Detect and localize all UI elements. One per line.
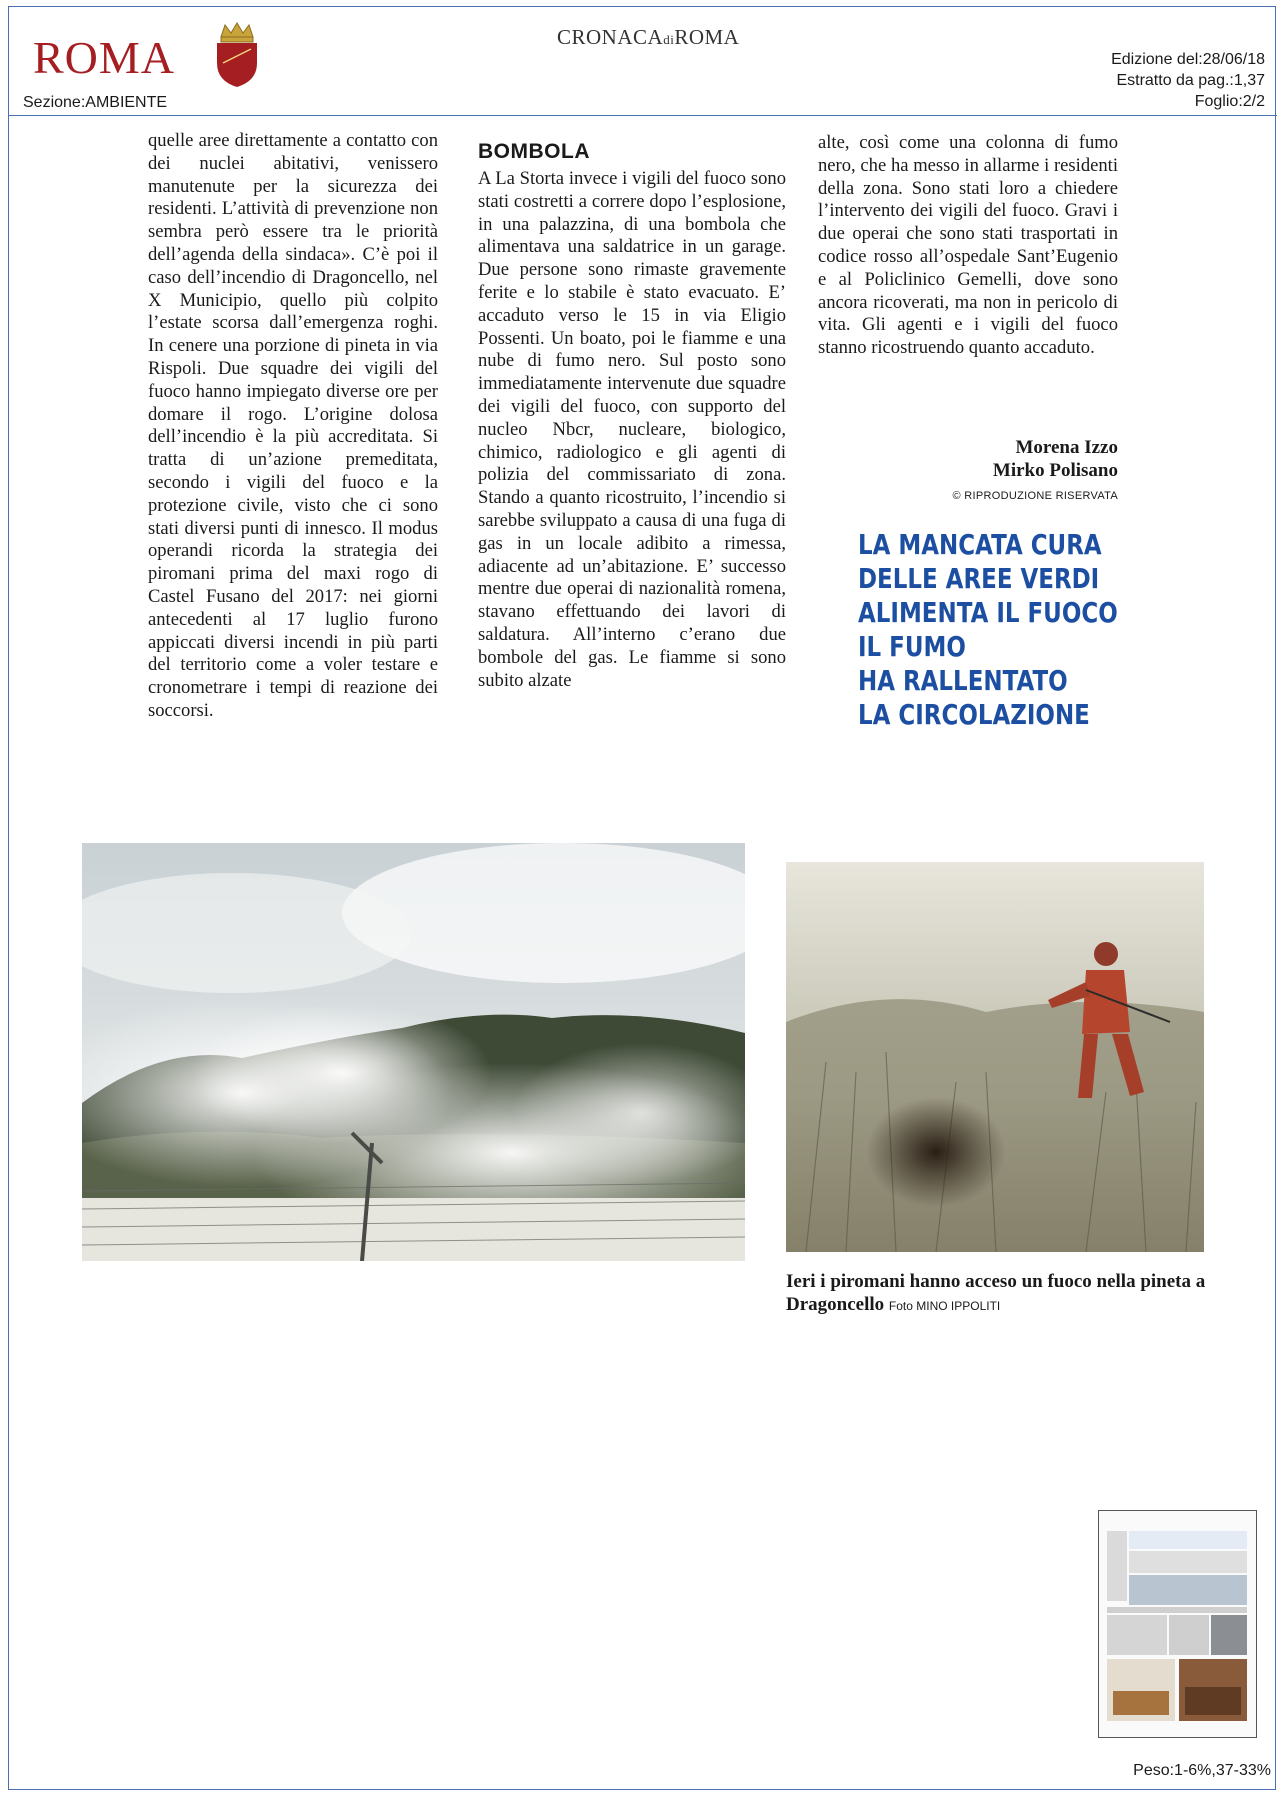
page-thumbnail (1098, 1510, 1257, 1738)
article-byline (818, 436, 1118, 482)
author-name: Morena Izzo (1015, 437, 1118, 458)
pull-quote-line: LA MANCATA CURA (858, 528, 1102, 561)
author-name: Mirko Polisano (992, 460, 1118, 481)
article-text-col2: A La Storta invece i vigili del fuoco sono stati costretti a correre dopo l’esplosione, in una palazzina, di una bombola che alimentava una saldatrice in un garage. Due persone sono rimaste gravemente ferite e lo stabile è stato evacuato. E’ accaduto verso le 15 in via Eligio Possenti. Un boato, poi le fiamme e una nube di fumo nero. Sul posto sono immediatamente intervenute due squadre dei vigili del fuoco, con supporto del nucleo Nbcr, nucleare, biologico, chimico, radiologico e gli agenti di polizia del commissariato di zona. Stando a quanto ricostruito, l’incendio si sarebbe sviluppato a causa di una fuga di gas in un locale adibito a rimessa, adiacente ad un’abitazione. E’ successo mentre due operai di nazionalità romena, stavano effettuando dei lavori di saldatura. All’interno c’erano due bombole del gas. Le fiamme si sono subito alzate (478, 168, 786, 691)
smoke-over-pinewood-photo (82, 843, 745, 1261)
article-subheading: BOMBOLA (478, 140, 590, 163)
pull-quote-line: ALIMENTA IL FUOCO (858, 596, 1118, 629)
copyright-notice: © RIPRODUZIONE RISERVATA (952, 490, 1118, 502)
article-text-col1: quelle aree direttamente a contatto con dei nuclei abitativi, venissero manutenute per la sicurezza dei residenti. L’attività di prevenzione non sembra però essere tra le priorità dell’agenda della sindaca». C’è poi il caso dell’incendio di Dragoncello, nel X Municipio, quello più colpito l’estate scorsa dall’emergenza roghi. In cenere una porzione di pineta in via Rispoli. Due squadre dei vigili del fuoco hanno impiegato diverse ore per domare il rogo. L’origine dolosa dell’incendio è la più accreditata. Si tratta di un’azione premeditata, secondo i vigili del fuoco e la protezione civile, visto che ci sono stati diversi punti di innesco. Il modus operandi ricorda la strategia dei piromani prima del maxi rogo di Castel Fusano del 2017: nei giorni antecedenti al 17 luglio furono appiccati diversi incendi in più parti del territorio come a voler testare e cronometrare i tempi di reazione dei soccorsi. (148, 130, 438, 721)
weight-info: Peso:1-6%,37-33% (1133, 1762, 1271, 1779)
spqr-crest-icon (209, 19, 265, 89)
pull-quote-line: IL FUMO (858, 630, 966, 663)
pull-quote-line: LA CIRCOLAZIONE (858, 698, 1090, 731)
photo-credit: Foto MINO IPPOLITI (888, 1299, 1001, 1313)
edition-date: Edizione del:28/06/18 (1111, 51, 1265, 68)
roma-logo-text: ROMA (33, 32, 176, 83)
article-text-col3: alte, così come una colonna di fumo nero, che ha messo in allarme i residenti della zona. Sono stati loro a chiedere l’intervento dei vigili del fuoco. Gravi i due operai che sono stati trasportati in codice rosso all’ospedale Sant’Eugenio e al Policlinico Gemelli, dove sono ancora ricoverati, ma non in pericolo di vita. Gli agenti e i vigili del fuoco stanno ricostruendo quanto accaduto. (818, 132, 1118, 359)
pull-quote-line: DELLE AREE VERDI (858, 562, 1100, 595)
article-column-2 (478, 140, 786, 692)
section-label: Sezione:AMBIENTE (23, 94, 168, 111)
caption-text: Ieri i piromani hanno acceso un fuoco nella pineta a Dragoncello (786, 1271, 1206, 1315)
article-column-1 (148, 130, 438, 723)
firefighter-in-pinewood-photo (786, 862, 1204, 1252)
edition-info (1111, 49, 1265, 112)
pull-quote (858, 528, 1170, 732)
pull-quote-line: HA RALLENTATO (858, 664, 1068, 697)
sheet-number: Foglio:2/2 (1194, 93, 1265, 110)
photo-caption (786, 1270, 1226, 1318)
extract-page: Estratto da pag.:1,37 (1116, 72, 1265, 89)
article-column-3 (818, 132, 1118, 360)
clipping-header (9, 7, 1277, 116)
newspaper-masthead: CRONACAdiROMA (557, 25, 740, 49)
